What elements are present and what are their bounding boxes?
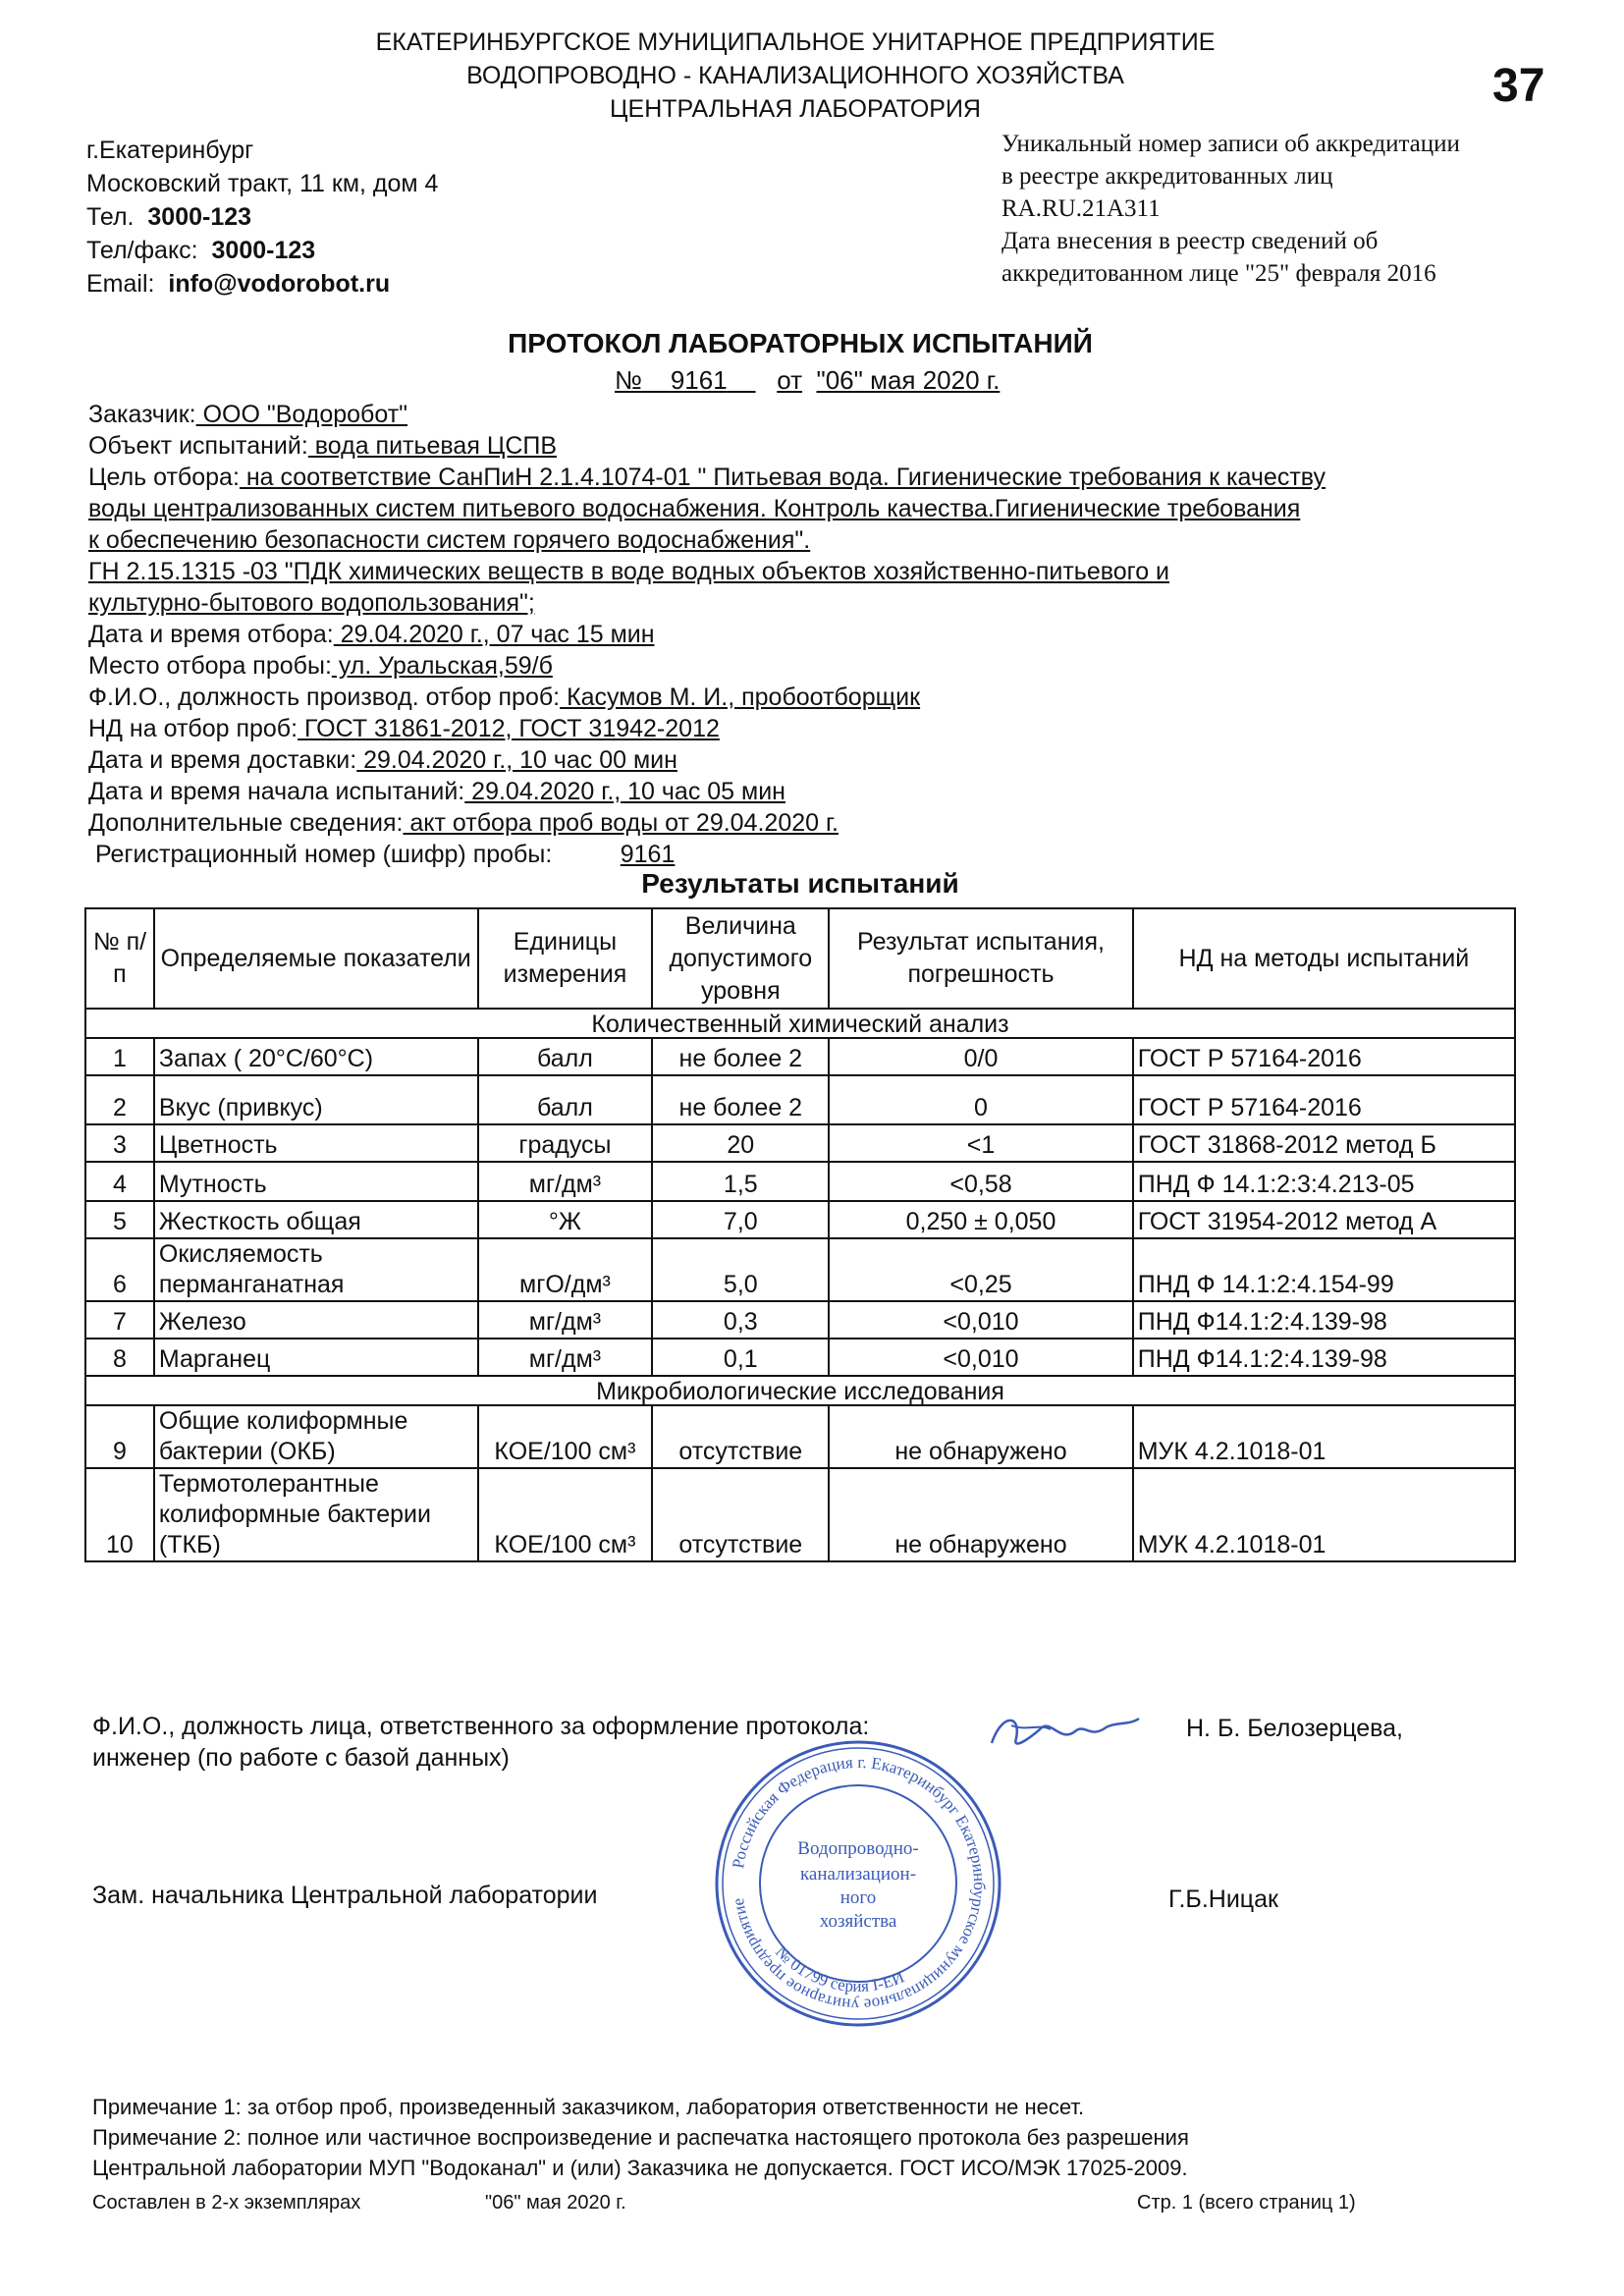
purpose-value-1: на соответствие СанПиН 2.1.4.1074-01 " Питьевая вода. Гигиенические требования к качеству [239,464,1326,491]
sample-fields [88,399,1522,870]
purpose-label: Цель отбора: [88,464,240,491]
sampler-value: Касумов М. И., пробоотборщик [560,683,921,711]
table-header-row [85,908,1515,1009]
row-number: 3 [85,1124,154,1162]
notes-block [92,2092,1189,2183]
row-units: КОЕ/100 см³ [478,1468,653,1561]
start-label: Дата и время начала испытаний: [88,778,465,805]
protocol-number-line [615,365,1000,396]
section-row-micro [85,1376,1515,1405]
purpose-value-4: ГН 2.15.1315 -03 "ПДК химических веществ в воде водных объектов хозяйственно-питьевого и [88,558,1170,585]
accr-line-2: в реестре аккредитованных лиц [1001,163,1333,190]
protocol-date-value: "06" мая 2020 г. [816,365,1001,395]
field-reg [88,839,1522,870]
row-method: ГОСТ 31954-2012 метод А [1133,1201,1515,1238]
org-line-1: ЕКАТЕРИНБУРГСКОЕ МУНИЦИПАЛЬНОЕ УНИТАРНОЕ ПРЕДПРИЯТИЕ [375,28,1216,56]
protocol-no-value: 9161 [670,365,728,395]
stamp-center-1: Водопроводно- [797,1838,919,1859]
row-method: МУК 4.2.1018-01 [1133,1468,1515,1561]
purpose-line-4 [88,556,1522,587]
row-number: 4 [85,1162,154,1201]
purpose-value-5: культурно-бытового водопользования"; [88,589,535,617]
row-units: мг/дм³ [478,1301,653,1339]
header-indicator: Определяемые показатели [154,908,478,1009]
results-body [85,1009,1515,1561]
section-micro: Микробиологические исследования [85,1376,1515,1405]
row-result: 0 [829,1075,1132,1124]
reg-value: 9161 [620,841,676,868]
object-value: вода питьевая ЦСПВ [307,432,558,460]
row-units: мг/дм³ [478,1339,653,1376]
org-line-2: ВОДОПРОВОДНО - КАНАЛИЗАЦИОННОГО ХОЗЯЙСТВА [466,62,1124,89]
delivery-label: Дата и время доставки: [88,746,357,774]
row-indicator: Мутность [154,1162,478,1201]
row-units: °Ж [478,1201,653,1238]
sampling-dt-value: 29.04.2020 г., 07 час 15 мин [333,621,655,648]
page-number: 37 [1492,60,1545,112]
section-row-chemical [85,1009,1515,1038]
row-units: балл [478,1075,653,1124]
row-allowed: 0,3 [652,1301,829,1339]
delivery-value: 29.04.2020 г., 10 час 00 мин [356,746,677,774]
table-row [85,1162,1515,1201]
place-label: Место отбора пробы: [88,652,332,680]
organization-header [0,26,1591,126]
row-result: не обнаружено [829,1405,1132,1468]
copies-date: "06" мая 2020 г. [485,2192,626,2214]
table-row [85,1038,1515,1075]
row-number: 2 [85,1075,154,1124]
purpose-line-3 [88,524,1522,556]
field-sampling-datetime [88,619,1522,650]
table-row [85,1301,1515,1339]
stamp-icon [711,1736,1005,2031]
fax-value: 3000-123 [211,237,316,264]
fax-line [86,234,438,267]
stamp-center-3: ного [839,1887,877,1908]
row-result: <0,25 [829,1238,1132,1301]
row-result: <0,58 [829,1162,1132,1201]
responsible-line-2: инженер (по работе с базой данных) [92,1744,510,1772]
field-delivery [88,744,1522,776]
deputy-name: Г.Б.Ницак [1168,1886,1278,1913]
table-row [85,1075,1515,1124]
signature-icon [982,1704,1149,1763]
accr-line-5: аккредитованном лице "25" февраля 2016 [1001,260,1436,287]
row-result: 0,250 ± 0,050 [829,1201,1132,1238]
header-units: Единицы измерения [478,908,653,1009]
note-1: Примечание 1: за отбор проб, произведенный заказчиком, лаборатория ответственности не несет. [92,2095,1085,2119]
row-number: 5 [85,1201,154,1238]
row-allowed: 20 [652,1124,829,1162]
row-result: <1 [829,1124,1132,1162]
purpose-line-2 [88,493,1522,524]
stamp-center-4: хозяйства [819,1911,897,1932]
note-2: Примечание 2: полное или частичное воспроизведение и распечатка настоящего протокола без разрешения [92,2125,1189,2150]
field-start [88,776,1522,807]
phone-label: Тел. [86,203,135,231]
row-indicator: Железо [154,1301,478,1339]
accr-line-4: Дата внесения в реестр сведений об [1001,228,1379,254]
org-line-3: ЦЕНТРАЛЬНАЯ ЛАБОРАТОРИЯ [610,95,981,123]
customer-label: Заказчик: [88,401,196,428]
row-indicator: Марганец [154,1339,478,1376]
table-row [85,1124,1515,1162]
row-method: ГОСТ 31868-2012 метод Б [1133,1124,1515,1162]
row-indicator: Вкус (привкус) [154,1075,478,1124]
row-method: ПНД Ф14.1:2:4.139-98 [1133,1301,1515,1339]
header-allowed: Величина допустимого уровня [652,908,829,1009]
accr-line-1: Уникальный номер записи об аккредитации [1001,131,1460,157]
field-nd [88,713,1522,744]
stamp-ring-text: Российская Федерация г. Екатеринбург Екатеринбургское муниципальное унитарное предприятие [728,1752,990,2015]
row-number: 8 [85,1339,154,1376]
results-table [84,907,1516,1562]
object-label: Объект испытаний: [88,432,308,460]
purpose-value-2: воды централизованных систем питьевого водоснабжения. Контроль качества.Гигиенические требования [88,495,1301,522]
row-method: ГОСТ Р 57164-2016 [1133,1038,1515,1075]
row-allowed: 1,5 [652,1162,829,1201]
phone-value: 3000-123 [147,203,252,231]
deputy-label: Зам. начальника Центральной лаборатории [92,1882,598,1909]
fax-label: Тел/факс: [86,237,198,264]
table-row [85,1339,1515,1376]
copies-note: Составлен в 2-х экземплярах [92,2192,361,2214]
note-3: Центральной лаборатории МУП "Водоканал" и (или) Заказчика не допускается. ГОСТ ИСО/МЭК 17025-2009. [92,2156,1188,2180]
street: Московский тракт, 11 км, дом 4 [86,170,439,197]
row-indicator: Термотолерантные колиформные бактерии (ТКБ) [154,1468,478,1561]
section-chemical: Количественный химический анализ [85,1009,1515,1038]
row-units: КОЕ/100 см³ [478,1405,653,1468]
row-allowed: 7,0 [652,1201,829,1238]
header-num: № п/п [85,908,154,1009]
row-indicator: Общие колиформные бактерии (ОКБ) [154,1405,478,1468]
row-allowed: 5,0 [652,1238,829,1301]
row-method: ПНД Ф 14.1:2:4.154-99 [1133,1238,1515,1301]
accreditation-block [1001,128,1460,290]
table-row [85,1468,1515,1561]
row-result: <0,010 [829,1301,1132,1339]
purpose-value-3: к обеспечению безопасности систем горячего водоснабжения". [88,526,811,554]
row-indicator: Запах ( 20°С/60°С) [154,1038,478,1075]
sampling-dt-label: Дата и время отбора: [88,621,334,648]
svg-text:№ 01799 серия I-ЕИ [772,1942,906,1995]
row-allowed: не более 2 [652,1038,829,1075]
stamp-bottom-text: № 01799 серия I-ЕИ [772,1941,907,1995]
city: г.Екатеринбург [86,137,254,164]
row-indicator: Жесткость общая [154,1201,478,1238]
row-allowed: не более 2 [652,1075,829,1124]
accr-line-3: RA.RU.21A311 [1001,195,1161,222]
extra-value: акт отбора проб воды от 29.04.2020 г. [403,809,839,837]
stamp-center-2: канализацион- [799,1864,917,1885]
reg-label: Регистрационный номер (шифр) пробы: [94,841,553,868]
row-allowed: отсутствие [652,1468,829,1561]
row-units: мг/дм³ [478,1162,653,1201]
row-units: балл [478,1038,653,1075]
responsible-name: Н. Б. Белозерцева, [1186,1715,1403,1742]
row-number: 1 [85,1038,154,1075]
row-units: градусы [478,1124,653,1162]
table-row [85,1201,1515,1238]
customer-value: ООО "Водоробот" [195,401,408,428]
field-place [88,650,1522,682]
row-method: ПНД Ф14.1:2:4.139-98 [1133,1339,1515,1376]
row-indicator: Цветность [154,1124,478,1162]
row-number: 7 [85,1301,154,1339]
field-extra [88,807,1522,839]
field-object [88,430,1522,462]
header-result: Результат испытания, погрешность [829,908,1132,1009]
row-method: ГОСТ Р 57164-2016 [1133,1075,1515,1124]
purpose-line-5 [88,587,1522,619]
extra-label: Дополнительные сведения: [88,809,404,837]
protocol-no-label: № [615,365,642,395]
field-purpose [88,462,1522,493]
field-sampler [88,682,1522,713]
start-value: 29.04.2020 г., 10 час 05 мин [464,778,785,805]
header-method: НД на методы испытаний [1133,908,1515,1009]
row-result: 0/0 [829,1038,1132,1075]
nd-value: ГОСТ 31861-2012, ГОСТ 31942-2012 [298,715,720,742]
page-info: Стр. 1 (всего страниц 1) [1137,2192,1356,2214]
row-number: 6 [85,1238,154,1301]
email-line [86,267,438,301]
sampler-label: Ф.И.О., должность производ. отбор проб: [88,683,561,711]
results-title: Результаты испытаний [641,868,959,899]
nd-label: НД на отбор проб: [88,715,298,742]
row-allowed: 0,1 [652,1339,829,1376]
email-label: Email: [86,270,155,298]
row-units: мгО/дм³ [478,1238,653,1301]
row-indicator: Окисляемость перманганатная [154,1238,478,1301]
table-row [85,1238,1515,1301]
row-result: не обнаружено [829,1468,1132,1561]
place-value: ул. Уральская,59/б [331,652,553,680]
table-row [85,1405,1515,1468]
protocol-title: ПРОТОКОЛ ЛАБОРАТОРНЫХ ИСПЫТАНИЙ [508,328,1093,358]
row-result: <0,010 [829,1339,1132,1376]
responsible-line-1: Ф.И.О., должность лица, ответственного за оформление протокола: [92,1713,870,1740]
field-customer [88,399,1522,430]
row-number: 10 [85,1468,154,1561]
protocol-date-label: от [777,365,803,395]
row-allowed: отсутствие [652,1405,829,1468]
email-value: info@vodorobot.ru [168,270,391,298]
row-method: ПНД Ф 14.1:2:3:4.213-05 [1133,1162,1515,1201]
phone-line [86,200,438,234]
row-number: 9 [85,1405,154,1468]
address-block [86,134,438,301]
row-method: МУК 4.2.1018-01 [1133,1405,1515,1468]
